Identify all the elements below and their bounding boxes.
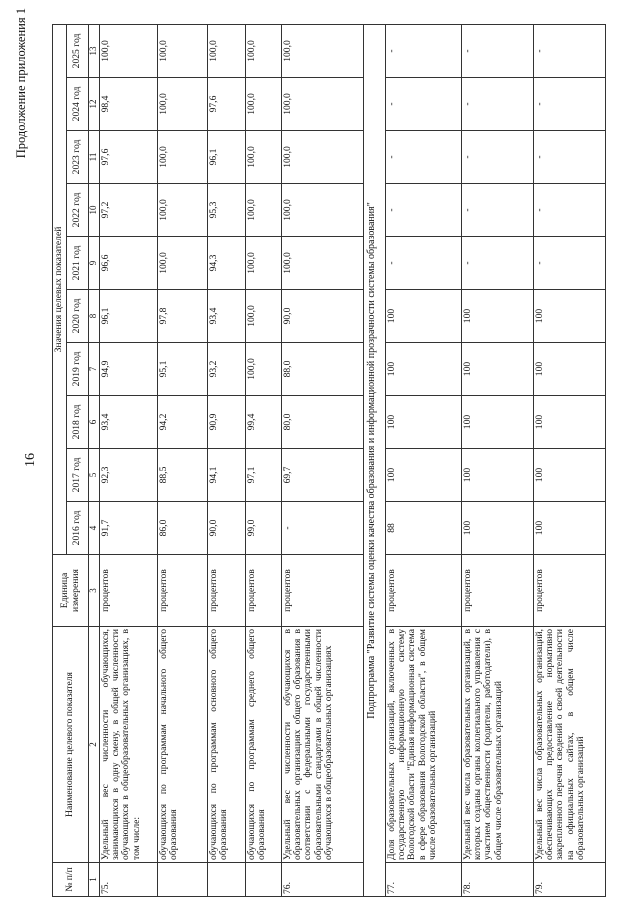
value-cell: - xyxy=(461,78,533,131)
value-cell: 100,0 xyxy=(245,237,281,290)
value-cell: 100,0 xyxy=(245,290,281,343)
value-cell: - xyxy=(533,78,605,131)
value-cell: - xyxy=(385,237,461,290)
value-cell: 99,4 xyxy=(245,396,281,449)
row-number xyxy=(245,863,281,897)
value-cell: 95,1 xyxy=(157,343,207,396)
column-index: 10 xyxy=(89,184,100,237)
header-year: 2020 год xyxy=(67,290,89,343)
table-row xyxy=(207,25,245,897)
value-cell: 100 xyxy=(385,449,461,502)
value-cell: 94,2 xyxy=(157,396,207,449)
indicator-name: Удельный вес числа образовательных организаций, в которых созданы органы коллегиального управления с участием общественности (родители, работодатели), в общем числе образовательных организаций xyxy=(461,627,533,863)
column-index: 11 xyxy=(89,131,100,184)
value-cell: - xyxy=(385,184,461,237)
value-cell: 100 xyxy=(533,396,605,449)
table-row xyxy=(281,25,363,897)
value-cell: 88,0 xyxy=(281,343,363,396)
row-number xyxy=(207,863,245,897)
table-row xyxy=(245,25,281,897)
row-number: 78. xyxy=(461,863,533,897)
value-cell: 94,1 xyxy=(207,449,245,502)
header-num: № п/п xyxy=(53,863,89,897)
value-cell: 88 xyxy=(385,502,461,555)
header-unit: Единица измерения xyxy=(53,555,89,627)
value-cell: 100,0 xyxy=(157,25,207,78)
row-number: 76. xyxy=(281,863,363,897)
value-cell: 90,0 xyxy=(281,290,363,343)
value-cell: 93,4 xyxy=(207,290,245,343)
indicators-table xyxy=(52,24,606,897)
value-cell: 100,0 xyxy=(207,25,245,78)
value-cell: - xyxy=(461,237,533,290)
value-cell: - xyxy=(461,184,533,237)
unit-cell: процентов xyxy=(99,555,157,627)
subprogram-row xyxy=(363,25,385,897)
value-cell: 100 xyxy=(461,502,533,555)
value-cell: 100 xyxy=(461,290,533,343)
row-number: 75. xyxy=(99,863,157,897)
indicator-name: Доля образовательных организаций, включенных в государственную информационную систему Вологодской области "Единая информационная система в сфере образования Вологодской области", в общем числе образовательных организаций xyxy=(385,627,461,863)
header-year: 2017 год xyxy=(67,449,89,502)
column-index: 1 xyxy=(89,863,100,897)
value-cell: 97,2 xyxy=(99,184,157,237)
row-number: 79. xyxy=(533,863,605,897)
unit-cell: процентов xyxy=(207,555,245,627)
table-row xyxy=(461,25,533,897)
continuation-label: Продолжение приложения 1 xyxy=(14,8,28,159)
value-cell: 100,0 xyxy=(281,237,363,290)
value-cell: - xyxy=(385,131,461,184)
header-values: Значения целевых показателей xyxy=(53,25,67,555)
value-cell: 93,2 xyxy=(207,343,245,396)
value-cell: 86,0 xyxy=(157,502,207,555)
value-cell: - xyxy=(533,25,605,78)
value-cell: - xyxy=(533,131,605,184)
value-cell: 100 xyxy=(533,449,605,502)
value-cell: 69,7 xyxy=(281,449,363,502)
value-cell: - xyxy=(385,78,461,131)
header-year: 2018 год xyxy=(67,396,89,449)
value-cell: 99,0 xyxy=(245,502,281,555)
value-cell: 96,1 xyxy=(99,290,157,343)
value-cell: - xyxy=(385,25,461,78)
header-year: 2024 год xyxy=(67,78,89,131)
value-cell: 94,9 xyxy=(99,343,157,396)
value-cell: 100,0 xyxy=(281,78,363,131)
value-cell: 100,0 xyxy=(157,131,207,184)
header-year: 2025 год xyxy=(67,25,89,78)
unit-cell: процентов xyxy=(157,555,207,627)
value-cell: 100 xyxy=(533,502,605,555)
value-cell: 100,0 xyxy=(245,78,281,131)
value-cell: 100,0 xyxy=(245,343,281,396)
value-cell: 100,0 xyxy=(157,184,207,237)
value-cell: 100,0 xyxy=(245,25,281,78)
value-cell: - xyxy=(533,184,605,237)
row-number xyxy=(157,863,207,897)
value-cell: 100,0 xyxy=(281,131,363,184)
value-cell: 92,3 xyxy=(99,449,157,502)
header-year: 2021 год xyxy=(67,237,89,290)
value-cell: 100,0 xyxy=(157,78,207,131)
column-index: 13 xyxy=(89,25,100,78)
value-cell: 100 xyxy=(461,449,533,502)
row-number: 77. xyxy=(385,863,461,897)
column-index: 3 xyxy=(89,555,100,627)
column-index: 5 xyxy=(89,449,100,502)
page-number: 16 xyxy=(23,453,38,467)
column-index: 9 xyxy=(89,237,100,290)
value-cell: - xyxy=(461,25,533,78)
unit-cell: процентов xyxy=(461,555,533,627)
indicator-name: Удельный вес численности обучающихся, занимающихся в одну смену, в общей численности обучающихся в общеобразовательных организациях, в том числе: xyxy=(99,627,157,863)
value-cell: 100 xyxy=(533,290,605,343)
value-cell: 97,6 xyxy=(99,131,157,184)
value-cell: 91,7 xyxy=(99,502,157,555)
unit-cell: процентов xyxy=(245,555,281,627)
column-index: 6 xyxy=(89,396,100,449)
header-year: 2019 год xyxy=(67,343,89,396)
header-year: 2022 год xyxy=(67,184,89,237)
column-index: 8 xyxy=(89,290,100,343)
value-cell: 100,0 xyxy=(99,25,157,78)
value-cell: 90,0 xyxy=(207,502,245,555)
column-index: 7 xyxy=(89,343,100,396)
table-row xyxy=(157,25,207,897)
unit-cell: процентов xyxy=(281,555,363,627)
value-cell: 95,3 xyxy=(207,184,245,237)
value-cell: 100 xyxy=(461,343,533,396)
header-year: 2023 год xyxy=(67,131,89,184)
column-index: 2 xyxy=(89,627,100,863)
value-cell: 94,3 xyxy=(207,237,245,290)
table-row xyxy=(533,25,605,897)
unit-cell: процентов xyxy=(385,555,461,627)
header-year: 2016 год xyxy=(67,502,89,555)
value-cell: 100,0 xyxy=(245,131,281,184)
value-cell: 100 xyxy=(533,343,605,396)
value-cell: 100,0 xyxy=(281,184,363,237)
value-cell: 93,4 xyxy=(99,396,157,449)
table-row xyxy=(385,25,461,897)
value-cell: 80,0 xyxy=(281,396,363,449)
value-cell: 96,6 xyxy=(99,237,157,290)
value-cell: 100,0 xyxy=(245,184,281,237)
indicator-name: обучающихся по программам среднего общего образования xyxy=(245,627,281,863)
value-cell: - xyxy=(281,502,363,555)
column-index: 4 xyxy=(89,502,100,555)
unit-cell: процентов xyxy=(533,555,605,627)
value-cell: 97,8 xyxy=(157,290,207,343)
value-cell: - xyxy=(461,131,533,184)
value-cell: 100 xyxy=(385,396,461,449)
table-row xyxy=(99,25,157,897)
value-cell: 88,5 xyxy=(157,449,207,502)
value-cell: 100,0 xyxy=(281,25,363,78)
value-cell: 100 xyxy=(461,396,533,449)
value-cell: 100,0 xyxy=(157,237,207,290)
value-cell: 97,6 xyxy=(207,78,245,131)
indicator-name: Удельный вес числа образовательных организаций, обеспечивающих предоставление нормативно закрепленного перечня сведений о своей деятельности на официальных сайтах, в общем числе образовательных организаций xyxy=(533,627,605,863)
value-cell: 97,1 xyxy=(245,449,281,502)
value-cell: 90,9 xyxy=(207,396,245,449)
value-cell: 96,1 xyxy=(207,131,245,184)
header-name: Наименование целевого показателя xyxy=(53,627,89,863)
column-index: 12 xyxy=(89,78,100,131)
value-cell: 100 xyxy=(385,343,461,396)
value-cell: 98,4 xyxy=(99,78,157,131)
indicator-name: обучающихся по программам начального общего образования xyxy=(157,627,207,863)
subprogram-heading: Подпрограмма "Развитие системы оценки качества образования и информационной прозрачности системы образования" xyxy=(363,25,385,897)
value-cell: - xyxy=(533,237,605,290)
value-cell: 100 xyxy=(385,290,461,343)
indicator-name: Удельный вес численности обучающихся в образовательных организациях общего образования в соответствии с федеральными государственными образовательными стандартами в общей численности обучающихся в общеобразовательных организациях xyxy=(281,627,363,863)
indicator-name: обучающихся по программам основного общего образования xyxy=(207,627,245,863)
